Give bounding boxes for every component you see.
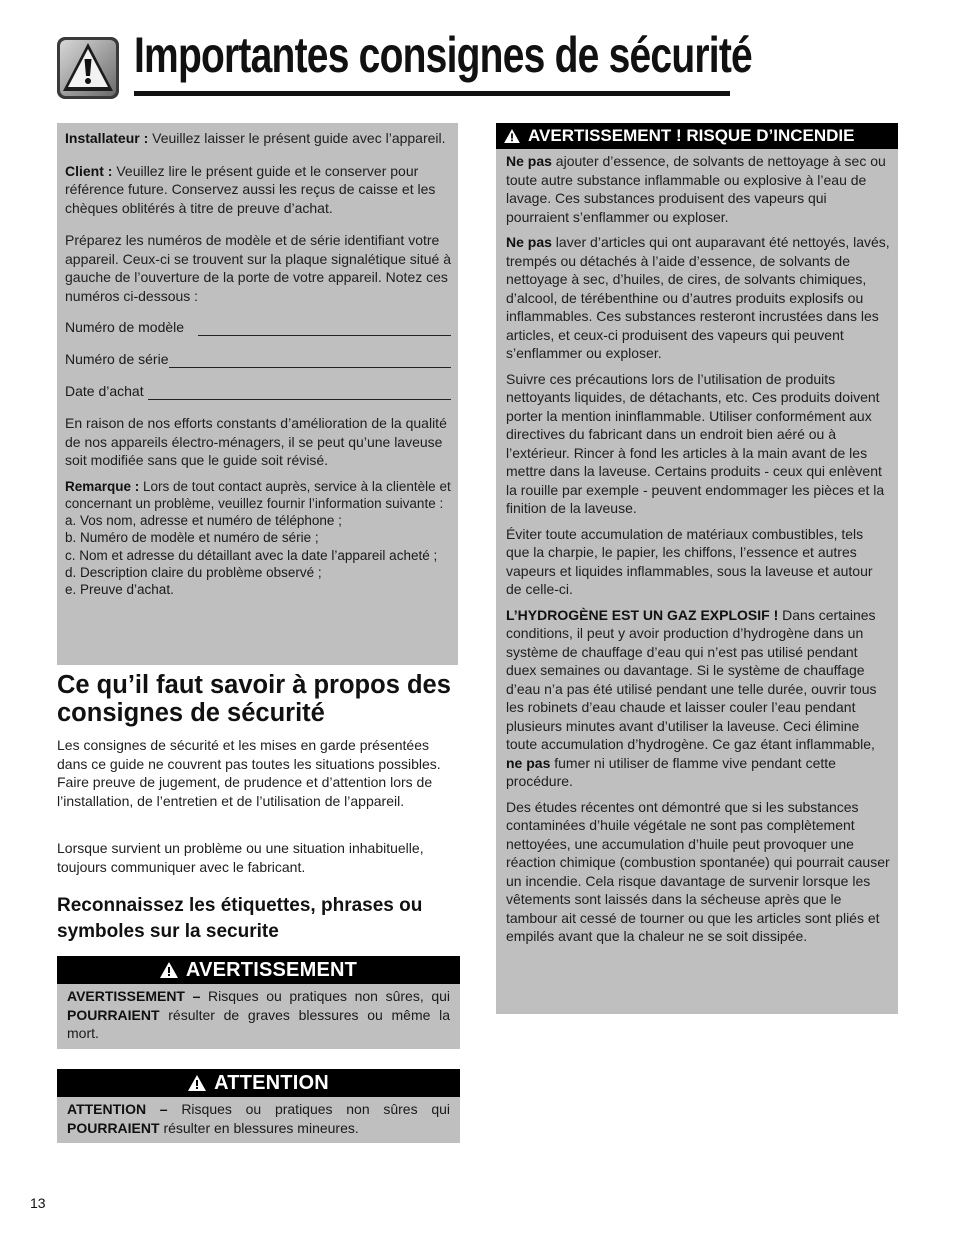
warning-triangle-icon [57, 37, 119, 99]
warning-text: AVERTISSEMENT – Risques ou pratiques non sûres, qui POURRAIENT résulter de graves blessures ou même la mort. [57, 984, 460, 1049]
remark-paragraph: Remarque : Lors de tout contact auprès, service à la clientèle et concernant un problème, veuillez fournir l’information suivante : [65, 478, 451, 511]
serial-number-field[interactable]: Numéro de série [65, 350, 451, 368]
improvement-paragraph: En raison de nos efforts constants d’amélioration de la qualité de nos appareils électro-ménagers, il se peut qu’une laveuse soit modifiée sans que le guide soit révisé. [65, 415, 447, 468]
attention-bar [57, 1069, 460, 1097]
fire-warning-title: AVERTISSEMENT ! RISQUE D’INCENDIE [528, 126, 855, 145]
warning-triangle-icon [160, 962, 178, 978]
attention-title: ATTENTION [214, 1071, 329, 1094]
fire-paragraph-6: Des études récentes ont démontré que si les substances contaminées d’huile végétale ne sont pas complètement nettoyées, une accumulation d’huile peut provoquer une réaction chimique (combustion spontanée) qui pourrait causer un incendie. Cela risque davantage de survenir lorsque les vêtements sont laissés dans la sécheuse après que le tambour ait cessé de tourner ou que les articles sont pliés et empilés avant que la chaleur ne se soit dissipée. [506, 798, 890, 944]
fire-paragraph-5: L’HYDROGÈNE EST UN GAZ EXPLOSIF ! Dans certaines conditions, il peut y avoir production d’hydrogène dans un système de chauffage d’eau qui n’est pas utilisé pendant duex semaines ou davantage. Si le système de chauffage d’eau n’a pas été utilisé pendant une telle durée, ouvrir tous les robinets d’eau chaude et laisser couler l’eau pendant plusieurs minutes avant d’utiliser la laveuse. Ceci élimine toute accumulation d’hydrogène. Ce gaz étant inflammable, ne pas fumer ni utiliser de flamme vive pendant cette procédure. [506, 606, 877, 789]
attention-text: ATTENTION – Risques ou pratiques non sûres qui POURRAIENT résulter en blessures mineures. [57, 1097, 460, 1143]
installer-paragraph: Installateur : Veuillez laisser le présent guide avec l’appareil. [65, 130, 446, 146]
fire-warning-bar [496, 123, 898, 149]
list-item: e. Preuve d’achat. [65, 582, 174, 598]
title-rule [134, 91, 730, 96]
safety-paragraph-1: Les consignes de sécurité et les mises en garde présentées dans ce guide ne couvrent pas toutes les situations possibles. Faire preuve de jugement, de prudence et d’attention lors de l’installation, de l’entretien et de l’utilisation de l’appareil. [57, 737, 441, 809]
fire-paragraph-1: Ne pas ajouter d’essence, de solvants de nettoyage à sec ou toute autre substance inflammable ou explosive à l’eau de lavage. Ces substances produisent des vapeurs qui pourraient s’enflammer ou exploser. [506, 153, 886, 225]
prepare-paragraph: Préparez les numéros de modèle et de série identifiant votre appareil. Ceux-ci se trouvent sur la plaque signalétique situé à gauche de l’ouverture de la porte de votre appareil. Notez ces numéros ci-dessous : [65, 232, 452, 304]
list-item: a. Vos nom, adresse et numéro de téléphone ; [65, 513, 342, 529]
attention-box [57, 1069, 460, 1143]
warning-bar [57, 956, 460, 984]
info-list [65, 512, 451, 598]
warning-triangle-icon [188, 1075, 206, 1091]
fire-paragraph-4: Éviter toute accumulation de matériaux combustibles, tels que la charpie, le papier, les chiffons, l’essence et autres vapeurs et liquides inflammables, sous la laveuse et autour de celle-ci. [506, 525, 873, 597]
warning-box [57, 956, 460, 1049]
fire-paragraph-3: Suivre ces précautions lors de l’utilisation de produits nettoyants liquides, de détachants, etc. Ces produits doivent porter la mention ininflammable. Utiliser conformément aux directives du fabricant dans un endroit bien aéré ou à l’extérieur. Rincer à fond les articles à la main avant de les mettre dans la laveuse. Certains produits - ceux qui enlèvent la rouille par exemple - peuvent endommager les pièces et la finition de la laveuse. [506, 370, 885, 516]
page-number: 13 [30, 1195, 46, 1211]
model-number-field[interactable]: Numéro de modèle [65, 318, 451, 336]
list-item: d. Description claire du problème observé ; [65, 564, 322, 580]
installer-info-box [57, 123, 458, 665]
warning-title: AVERTISSEMENT [185, 958, 358, 981]
page-title: Importantes consignes de sécurité [134, 27, 752, 83]
list-item: b. Numéro de modèle et numéro de série ; [65, 530, 319, 546]
warning-triangle-icon [504, 129, 520, 143]
purchase-date-field[interactable]: Date d’achat [65, 382, 451, 400]
safety-paragraph-2: Lorsque survient un problème ou une situation inhabituelle, toujours communiquer avec le fabricant. [57, 840, 424, 875]
fire-paragraph-2: Ne pas laver d’articles qui ont auparavant été nettoyés, lavés, trempés ou détachés à l’aide d’essence, de solvants de nettoyage à sec, d’huiles, de cires, de solvants chimiques, d’alcool, de térébenthine ou d’autres produits explosifs ou inflammables. Ces substances resteront incrustées dans les articles, et ceux-ci produisent des vapeurs qui peuvent s’enflammer ou exploser. [506, 234, 890, 361]
fire-warning-box [496, 123, 898, 1014]
section-subheading: Reconnaissez les étiquettes, phrases ou symboles sur la securite [57, 895, 423, 942]
section-heading: Ce qu’il faut savoir à propos des consignes de sécurité [57, 671, 451, 727]
client-paragraph: Client : Veuillez lire le présent guide et le conserver pour référence future. Conservez aussi les reçus de caisse et les chèques oblitérés à titre de preuve d’achat. [65, 162, 436, 216]
list-item: c. Nom et adresse du détaillant avec la date l’appareil acheté ; [65, 547, 438, 563]
